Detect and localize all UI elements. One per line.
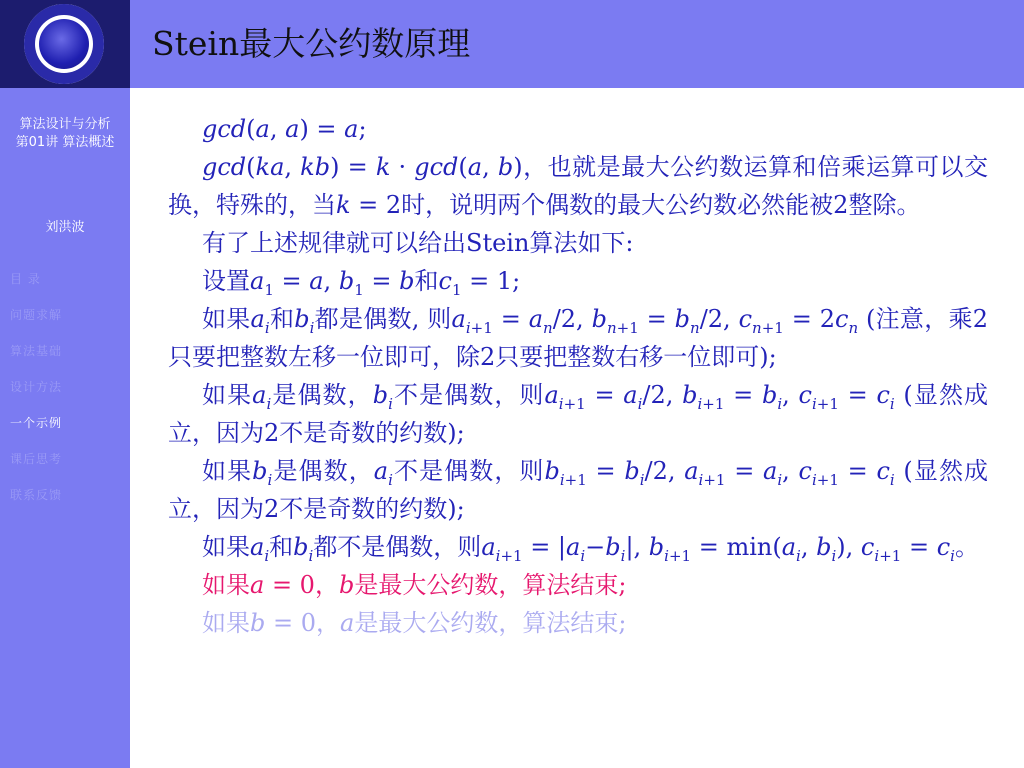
content-line-b-zero: 如果b = 0，a是最大公约数，算法结束; [202, 609, 627, 637]
content-line-both-even: 如果$a_i$和$b_i$都是偶数, 则$a_{i+1} = a_n/2$, $b_{n+1} = b_n/2$, $c_{n+1} = 2c_n$ (注意，乘2只要把整数左移一位即可，除2只要把整数右移一位即可); [168, 305, 989, 371]
slide-title: Stein最大公约数原理 [152, 24, 471, 63]
author-name: 刘洪波 [45, 220, 85, 235]
slide-header [130, 0, 1024, 88]
section-nav [10, 270, 62, 522]
nav-item[interactable]: 设计方法 [10, 380, 63, 394]
nav-item[interactable]: 算法基础 [10, 344, 63, 358]
university-logo [24, 4, 104, 84]
nav-item[interactable]: 目 录 [10, 272, 41, 286]
course-title: 算法设计与分析 [19, 117, 111, 132]
sidebar [0, 0, 130, 768]
content-line-init: 设置$a_1 = a$, $b_1 = b$和$c_1 = 1$; [202, 267, 521, 299]
content-line-gcd-ka: gcd(ka, kb) = k · gcd(a, b)，也就是最大公约数运算和倍乘运算可以交换，特殊的，当k = 2时，说明两个偶数的最大公约数必然能被2整除。 [168, 153, 989, 219]
content-line-intro: 有了上述规律就可以给出Stein算法如下: [202, 229, 634, 257]
content-line-a-even: 如果$a_i$是偶数，$b_i$不是偶数，则$a_{i+1} = a_i/2$, $b_{i+1} = b_i$, $c_{i+1} = c_i$ (显然成立，因为2不是奇数的约数); [168, 381, 989, 447]
content-line-a-zero: 如果a = 0，b是最大公约数，算法结束; [202, 571, 627, 599]
logo-panel [0, 0, 130, 88]
content-line-gcd-aa: gcd(a, a) = a; [202, 115, 367, 143]
slide-content [168, 110, 988, 642]
nav-item[interactable]: 问题求解 [10, 308, 63, 322]
content-line-b-even: 如果$b_i$是偶数，$a_i$不是偶数，则$b_{i+1} = b_i/2$, $a_{i+1} = a_i$, $c_{i+1} = c_i$ (显然成立，因为2不是奇数的约数); [168, 457, 989, 523]
content-line-both-odd: 如果$a_i$和$b_i$都不是偶数，则$a_{i+1} = |a_i-b_i|$, $b_{i+1} = \min(a_i$, $b_i$), $c_{i+1} = c_i$。 [202, 533, 979, 565]
lecture-title: 第01讲 算法概述 [15, 135, 115, 150]
course-info [6, 116, 124, 152]
nav-item[interactable]: 课后思考 [10, 452, 63, 466]
nav-item[interactable]: 一个示例 [10, 416, 63, 430]
nav-item[interactable]: 联系反馈 [10, 488, 63, 502]
